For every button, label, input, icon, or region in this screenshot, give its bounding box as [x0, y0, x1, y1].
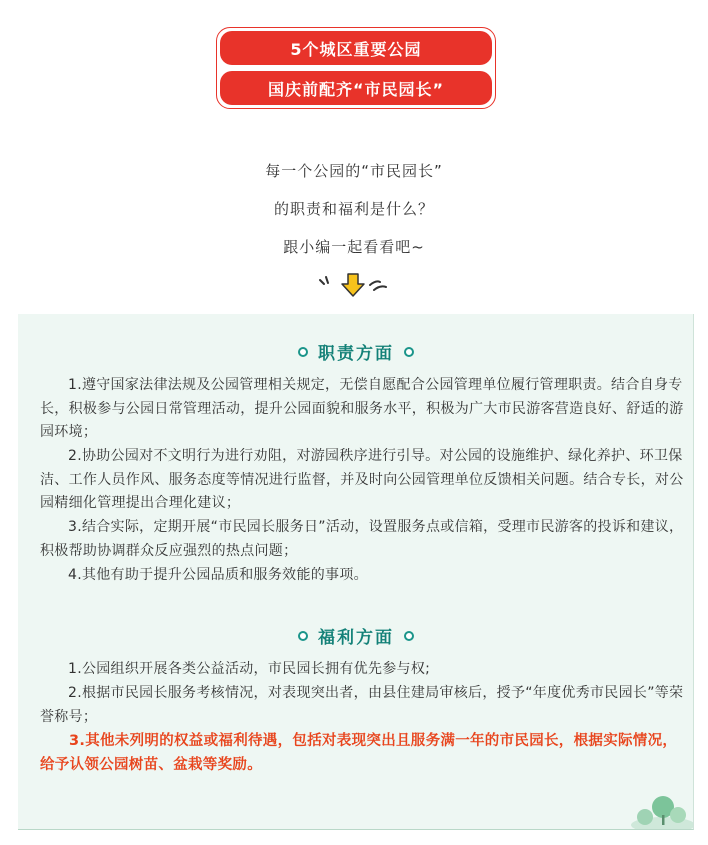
- duty-item-3: 3.结合实际，定期开展“市民园长服务日”活动，设置服务点或信箱，受理市民游客的投诉和建议，积极帮助协调群众反应强烈的热点问题；: [40, 519, 684, 559]
- dot-icon: [404, 347, 414, 357]
- dot-icon: [404, 631, 414, 641]
- headline-line-1: 5个城区重要公园: [220, 31, 492, 65]
- duty-item-1: 1.遵守国家法律法规及公园管理相关规定，无偿自愿配合公园管理单位履行管理职责。结合自身专长，积极参与公园日常管理活动，提升公园面貌和服务水平，积极为广大市民游客营造良好、舒适的游园环境；: [40, 377, 684, 440]
- headline-banner: [216, 27, 496, 109]
- benefits-heading: [18, 623, 694, 648]
- benefit-item-2: 2.根据市民园长服务考核情况，对表现突出者，由县住建局审核后，授予“年度优秀市民园长”等荣誉称号；: [40, 685, 684, 725]
- duty-item-2: 2.协助公园对不文明行为进行劝阻，对游园秩序进行引导。对公园的设施维护、绿化养护、环卫保洁、工作人员作风、服务态度等情况进行监督，并及时向公园管理单位反馈相关问题。结合专长，对公园精细化管理提出合理化建议；: [40, 448, 684, 511]
- intro-line-3: 跟小编一起看看吧~: [283, 238, 425, 256]
- intro-line-1: 每一个公园的“市民园长”: [265, 162, 443, 180]
- dot-icon: [298, 631, 308, 641]
- benefits-title: 福利方面: [318, 628, 394, 648]
- duty-item-4: 4.其他有助于提升公园品质和服务效能的事项。: [68, 567, 368, 583]
- content-panel: [18, 314, 694, 830]
- dot-icon: [298, 347, 308, 357]
- intro-line-2: 的职责和福利是什么？: [273, 200, 434, 218]
- duties-heading: [18, 339, 694, 364]
- benefit-item-1: 1.公园组织开展各类公益活动，市民园长拥有优先参与权;: [68, 661, 431, 677]
- tree-decoration-icon: [623, 789, 693, 829]
- benefit-item-3: 3.其他未列明的权益或福利待遇，包括对表现突出且服务满一年的市民园长，根据实际情况，给予认领公园树苗、盆栽等奖励。: [40, 733, 678, 773]
- headline-line-2: 国庆前配齐“市民园长”: [220, 71, 492, 105]
- duties-title: 职责方面: [318, 344, 394, 364]
- down-arrow-icon: [0, 270, 708, 298]
